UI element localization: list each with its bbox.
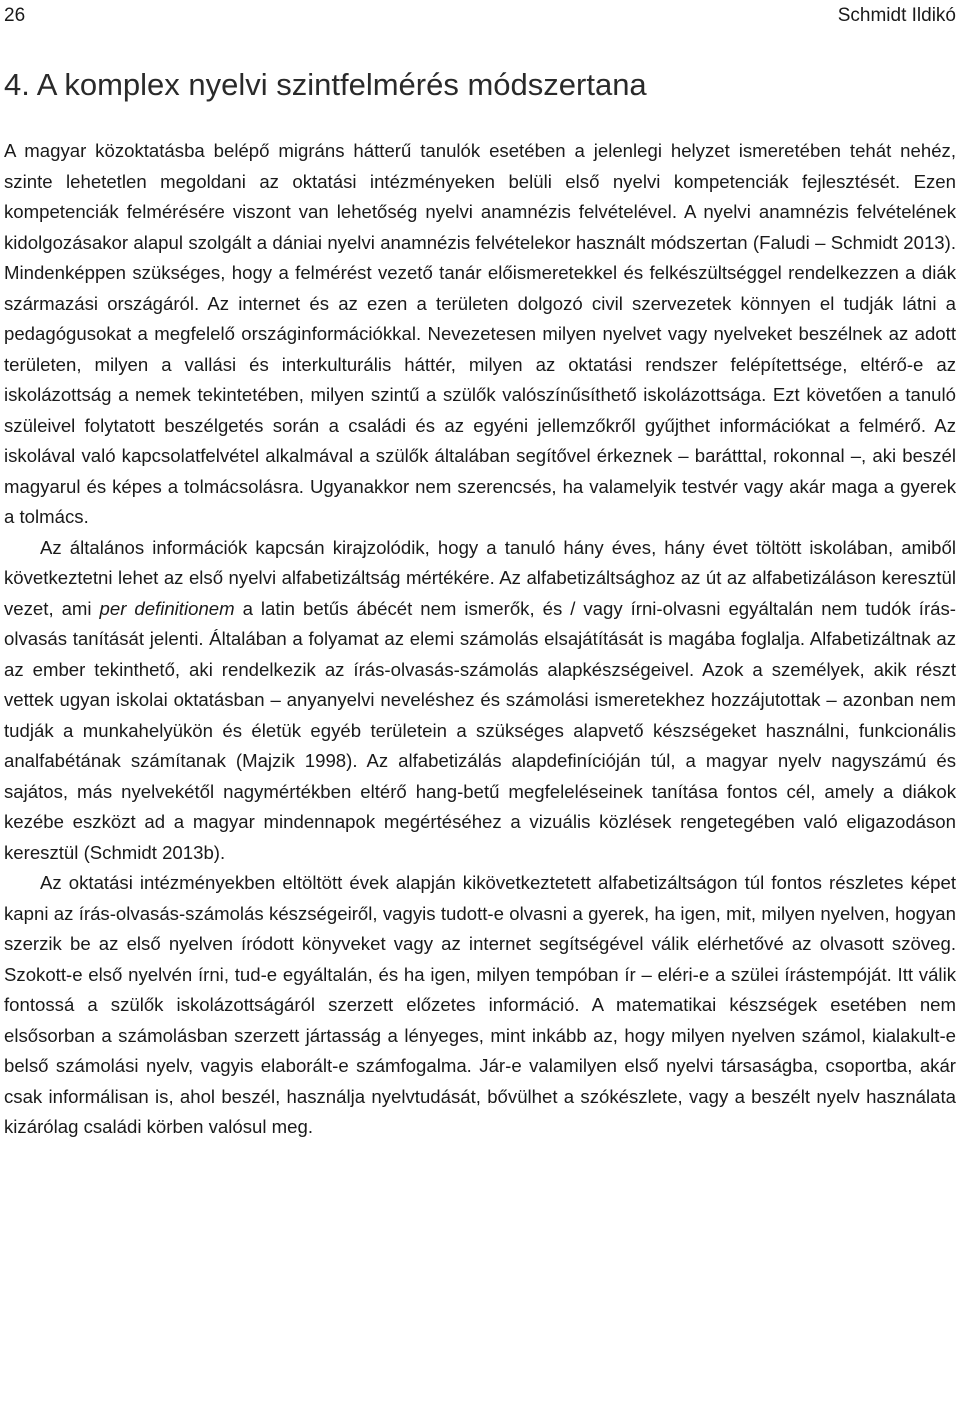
chapter-title: 4. A komplex nyelvi szintfelmérés módszertana <box>4 67 647 102</box>
paragraph-3: Az oktatási intézményekben eltöltött évek alapján kikövetkeztetett alfabetizáltságon túl fontos részletes képet kapni az írás-olvasás-számolás készségeiről, vagyis tudott-e olvasni a gyerek, ha igen, mit, milyen nyelven, hogyan szerzik be az első nyelven íródott könyveket vagy az internet segítségével válik elérhetővé az olvasott szöveg. Szokott-e első nyelvén írni, tud-e egyáltalán, és ha igen, milyen tempóban ír – eléri-e a szülei írástempóját. Itt válik fontossá a szülők iskolázottságáról szerzett előzetes információ. A matematikai készségek esetében nem elsősorban a számolásban szerzett jártasság a lényeges, mint inkább az, hogy milyen nyelven számol, kialakult-e belső számolási nyelv, vagyis elaborált-e számfogalma. Jár-e valamilyen első nyelvi társaságba, csoportba, akár csak informálisan is, ahol beszél, használja nyelvtudását, bővülhet a szókészlete, vagy a beszélt nyelv használata kizárólag családi körben valósul meg. <box>4 872 956 1137</box>
paragraph-2-text-after: a latin betűs ábécét nem ismerők, és / vagy írni-olvasni egyáltalán nem tudók írás-olvasás tanítását jelenti. Általában a folyamat az elemi számolás elsajátítását is magába foglalja. Alfabetizáltnak az az ember tekinthető, aki rendelkezik az írás-olvasás-számolás alapkészségeivel. Azok a személyek, akik részt vettek ugyan iskolai oktatásban – anyanyelvi neveléshez és számolási ismeretekhez hozzájutottak – azonban nem tudják a munkahelyükön és életük egyéb területein a szükséges alapvető készségeket használni, funkcionális analfabétának számítanak (Majzik 1998). Az alfabetizálás alapdefinícióján túl, a magyar nyelv nagyszámú és sajátos, más nyelvekétől nagymértékben eltérő hang-betű megfeleléseinek tanítása fontos cél, amely a diákok kezébe eszközt ad a magyar mindennapok megértéséhez a vizuális közlések rengetegében való eligazodáson keresztül (Schmidt 2013b). <box>4 597 956 863</box>
paragraph-2-text-before: Az általános információk kapcsán kirajzolódik, hogy a tanuló hány éves, hány évet töltött iskolában, amiből következtetni lehet az első nyelvi alfabetizáltság mértékére. Az alfabetizáltsághoz az út az alfabetizáláson keresztül vezet, ami <box>4 536 956 619</box>
page-number: 26 <box>4 5 26 26</box>
paragraph-2 <box>4 533 956 869</box>
running-header-author: Schmidt Ildikó <box>837 5 956 26</box>
paragraph-1: A magyar közoktatásba belépő migráns hátterű tanulók esetében a jelenlegi helyzet ismeretében tehát nehéz, szinte lehetetlen megoldani az oktatási intézményeken belüli első nyelvi kompetenciák fejlesztését. Ezen kompetenciák felmérésére viszont van lehetőség nyelvi anamnézis felvételével. A nyelvi anamnézis felvételének kidolgozásakor alapul szolgált a dániai nyelvi anamnézis felvételekor használt módszertan (Faludi – Schmidt 2013). Mindenképpen szükséges, hogy a felmérést vezető tanár előismeretekkel és felkészültséggel rendelkezzen a diák származási országáról. Az internet és az ezen a területen dolgozó civil szervezetek könnyen el tudják látni a pedagógusokat a megfelelő országinformációkkal. Nevezetesen milyen nyelvet vagy nyelveket beszélnek az adott területen, milyen a vallási és interkulturális háttér, milyen az oktatási rendszer felépítettsége, eltérő-e az iskolázottság a nemek tekintetében, milyen szintű a szülők valószínűsíthető iskolázottsága. Ezt követően a tanuló szüleivel folytatott beszélgetés során a családi és az egyéni jellemzőkről gyűjthet információkat a felmérő. Az iskolával való kapcsolatfelvétel alkalmával a szülők általában segítővel érkeznek – barátttal, rokonnal –, aki beszél magyarul és képes a tolmácsolásra. Ugyanakkor nem szerencsés, ha valamelyik testvér vagy akár maga a gyerek a tolmács. <box>4 140 956 527</box>
running-header <box>4 0 956 32</box>
body-text <box>4 136 956 1143</box>
emphasis-per-definitionem: per definitionem <box>99 597 235 619</box>
